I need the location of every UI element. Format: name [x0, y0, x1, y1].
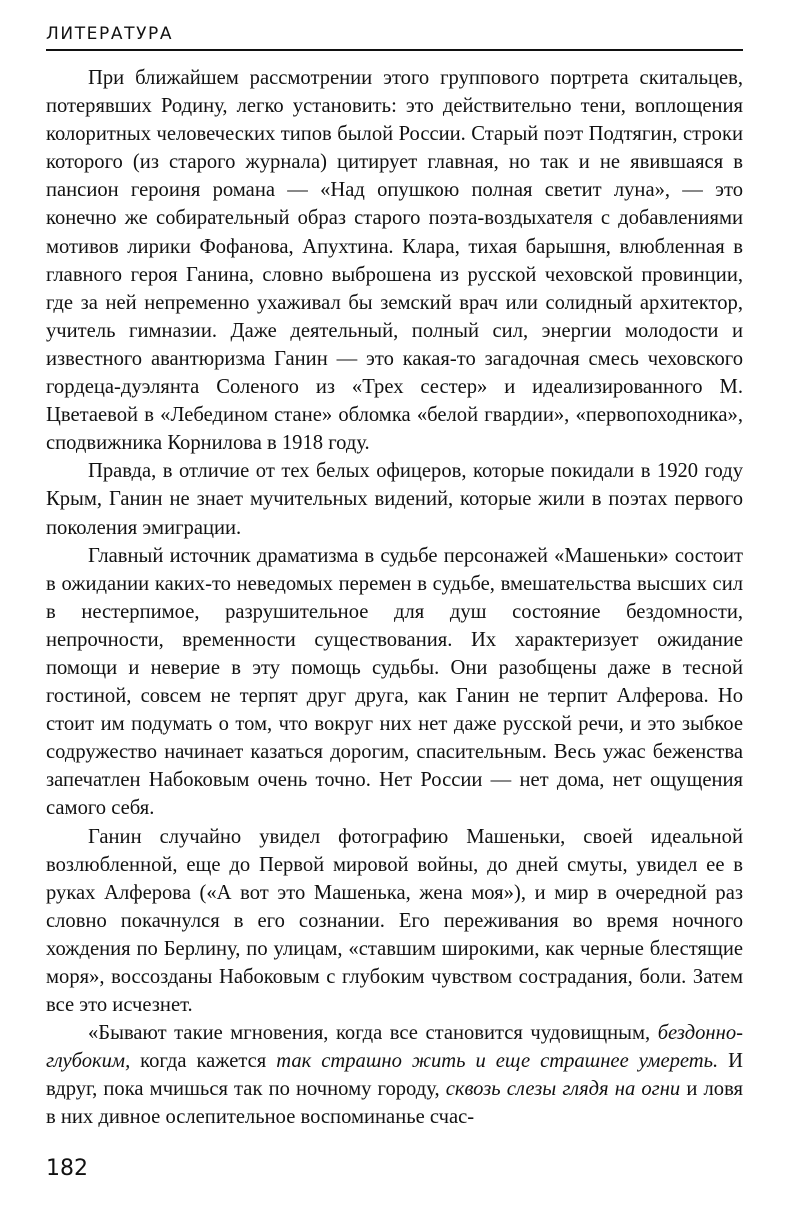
text-run: когда кажется [130, 1050, 277, 1073]
paragraph [46, 823, 743, 1020]
italic-run: бездонно-глубоким, [46, 1022, 743, 1073]
paragraph [46, 64, 743, 457]
paragraph [46, 457, 743, 541]
running-header: ЛИТЕРАТУРА [46, 24, 174, 44]
text-run: Правда, в отличие от тех белых офицеров, которые покидали в 1920 году Крым, Ганин не знает мучительных видений, которые жили в поэтах первого поколения эмиграции. [46, 460, 743, 539]
italic-run: сквозь слезы глядя на огни [445, 1078, 681, 1101]
header-rule [46, 49, 743, 51]
text-run: Главный источник драматизма в судьбе персонажей «Машеньки» состоит в ожидании каких-то неведомых перемен в судьбе, вмешательства высших сил в нестерпимое, разрушительное для душ состояние бездомности, непрочности, временности существования. Их характеризует ожидание помощи и неверие в эту помощь судьбы. Они разобщены даже в тесной гостиной, совсем не терпят друг друга, как Ганин не терпит Алферова. Но стоит им подумать о том, что вокруг них нет даже русской речи, и это зыбкое содружество начинает казаться дорогим, спасительным. Весь ужас беженства запечатлен Набоковым очень точно. Нет России — нет дома, нет ощущения самого себя. [46, 544, 743, 820]
paragraph [46, 542, 743, 823]
text-run: «Бывают такие мгновения, когда все становится чудовищным, [88, 1022, 658, 1045]
body-text [46, 64, 743, 1132]
italic-run: так страшно жить и еще страшнее умереть. [276, 1050, 719, 1073]
text-run: и ловя в них дивное ослепительное воспоминанье счас- [46, 1078, 743, 1129]
paragraph [46, 1019, 743, 1131]
page-number: 182 [46, 1156, 88, 1181]
text-run: И вдруг, пока мчишься так по ночному городу, [46, 1050, 743, 1101]
text-run: Ганин случайно увидел фотографию Машеньки, своей идеальной возлюбленной, еще до Первой мировой войны, до дней смуты, увидел ее в руках Алферова («А вот это Машенька, жена моя»), и мир в очередной раз словно покачнулся в его сознании. Его переживания во время ночного хождения по Берлину, по улицам, «ставшим широкими, как черные блестящие моря», воссозданы Набоковым с глубоким чувством сострадания, боли. Затем все это исчезнет. [46, 825, 743, 1017]
text-run: При ближайшем рассмотрении этого группового портрета скитальцев, потерявших Родину, легко установить: это действительно тени, воплощения колоритных человеческих типов былой России. Старый поэт Подтягин, строки которого (из старого журнала) цитирует главная, но так и не явившаяся в пансион героиня романа — «Над опушкою полная светит луна», — это конечно же собирательный образ старого поэта-воздыхателя с добавлениями мотивов лирики Фофанова, Апухтина. Клара, тихая барышня, влюбленная в главного героя Ганина, словно выброшена из русской чеховской провинции, где за ней непременно ухаживал бы земский врач или солидный архитектор, учитель гимназии. Даже деятельный, полный сил, энергии молодости и известного авантюризма Ганин — это какая-то загадочная смесь чеховского гордеца-дуэлянта Соленого из «Трех сестер» и идеализированного М. Цветаевой в «Лебедином стане» обломка «белой гвардии», «первопоходника», сподвижника Корнилова в 1918 году. [46, 67, 743, 455]
